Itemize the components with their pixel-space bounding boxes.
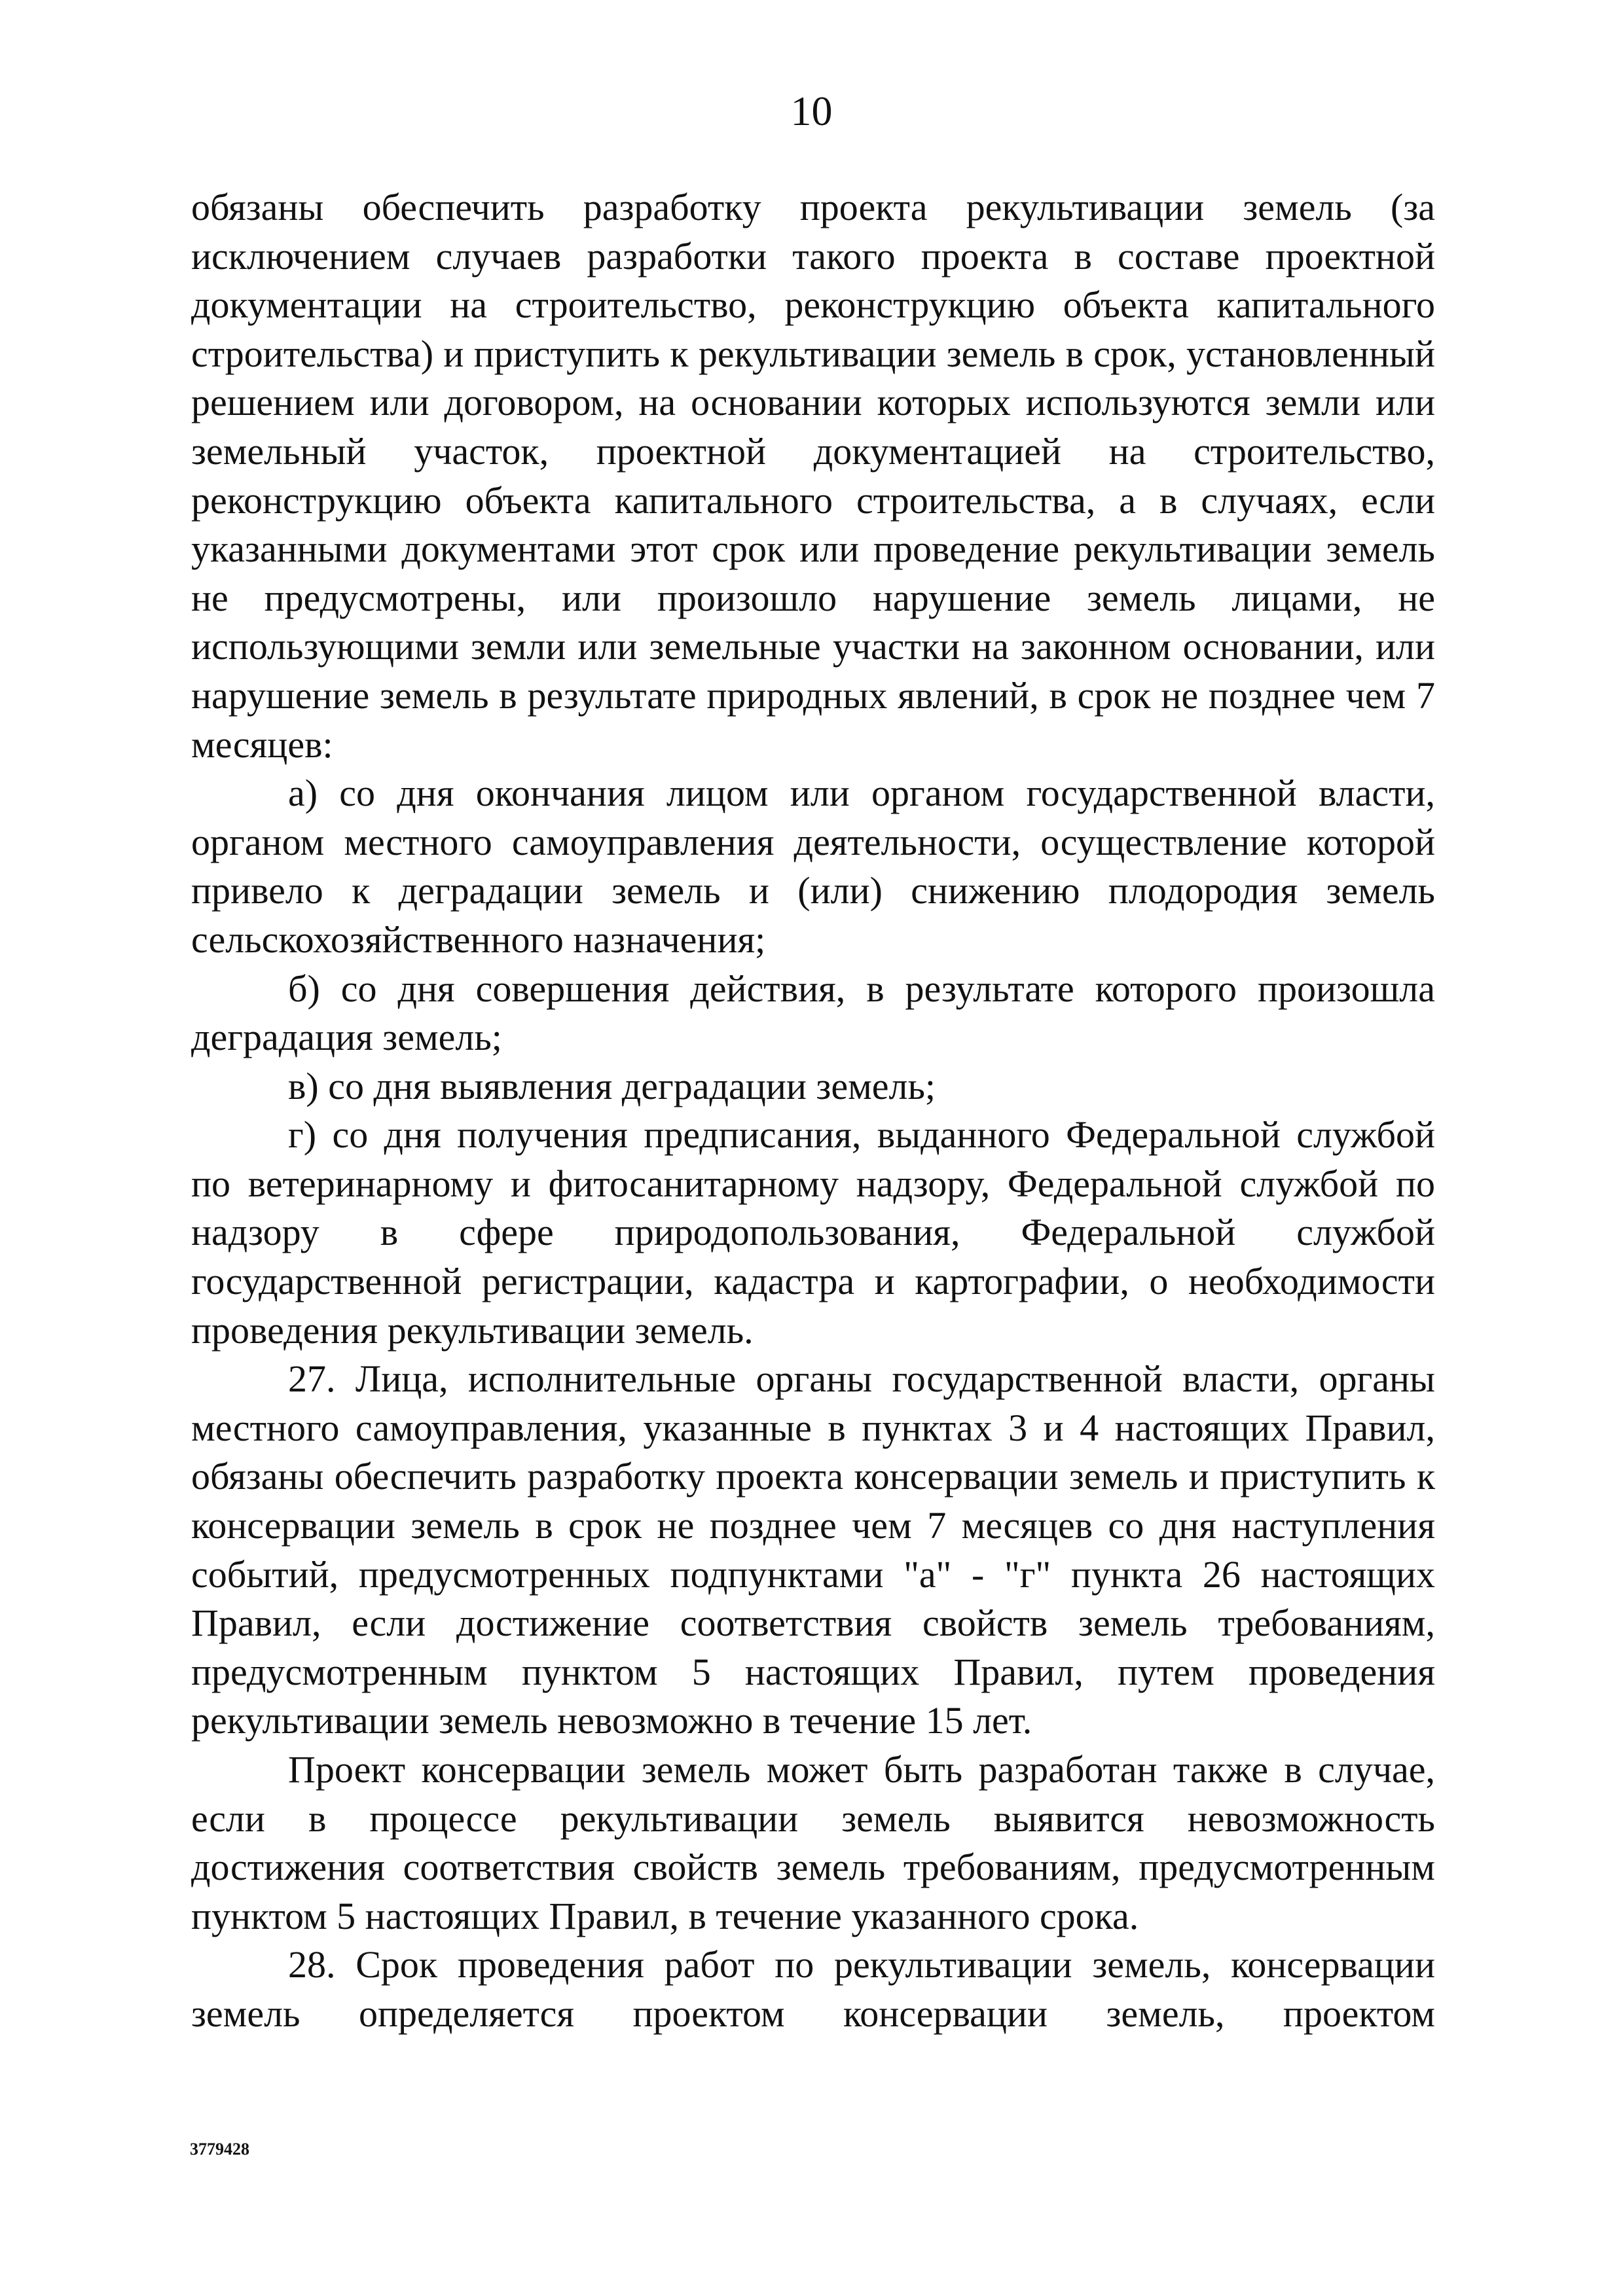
paragraph-continuation: обязаны обеспечить разработку проекта рекультивации земель (за исключением случаев разработки такого проекта в составе проектной документации на строительство, реконструкцию объекта капитального строительства) и приступить к рекультивации земель в срок, установленный решением или договором, на основании которых используются земли или земельный участок, проектной документацией на строительство, реконструкцию объекта капитального строительства, а в случаях, если указанными документами этот срок или проведение рекультивации земель не предусмотрены, или произошло нарушение земель лицами, не использующими земли или земельные участки на законном основании, или нарушение земель в результате природных явлений, в срок не позднее чем 7 месяцев: — [191, 186, 1435, 766]
paragraph-subitem-g: г) со дня получения предписания, выданного Федеральной службой по ветеринарному и фитосанитарному надзору, Федеральной службой по надзору в сфере природопользования, Федеральной службой государственной регистрации, кадастра и картографии, о необходимости проведения рекультивации земель. — [191, 1113, 1435, 1352]
document-body — [191, 183, 1435, 2039]
paragraph-item-27: 27. Лица, исполнительные органы государственной власти, органы местного самоуправления, указанные в пунктах 3 и 4 настоящих Правил, обязаны обеспечить разработку проекта консервации земель и приступить к консервации земель в срок не позднее чем 7 месяцев со дня наступления событий, предусмотренных подпунктами "а" - "г" пункта 26 настоящих Правил, если достижение соответствия свойств земель требованиям, предусмотренным пунктом 5 настоящих Правил, путем проведения рекультивации земель невозможно в течение 15 лет. — [191, 1357, 1435, 1742]
document-code: 3779428 — [190, 2140, 249, 2159]
page-number: 10 — [790, 88, 833, 134]
paragraph-conservation-project: Проект консервации земель может быть разработан также в случае, если в процессе рекультивации земель выявится невозможность достижения соответствия свойств земель требованиям, предусмотренным пунктом 5 настоящих Правил, в течение указанного срока. — [191, 1748, 1435, 1937]
paragraph-item-28: 28. Срок проведения работ по рекультивации земель, консервации земель определяется проектом консервации земель, проектом — [191, 1943, 1435, 2035]
paragraph-subitem-b: б) со дня совершения действия, в результате которого произошла деградация земель; — [191, 967, 1435, 1059]
paragraph-subitem-a: а) со дня окончания лицом или органом государственной власти, органом местного самоуправления деятельности, осуществление которой привело к деградации земель и (или) снижению плодородия земель сельскохозяйственного назначения; — [191, 772, 1435, 961]
paragraph-subitem-v: в) со дня выявления деградации земель; — [288, 1064, 936, 1107]
